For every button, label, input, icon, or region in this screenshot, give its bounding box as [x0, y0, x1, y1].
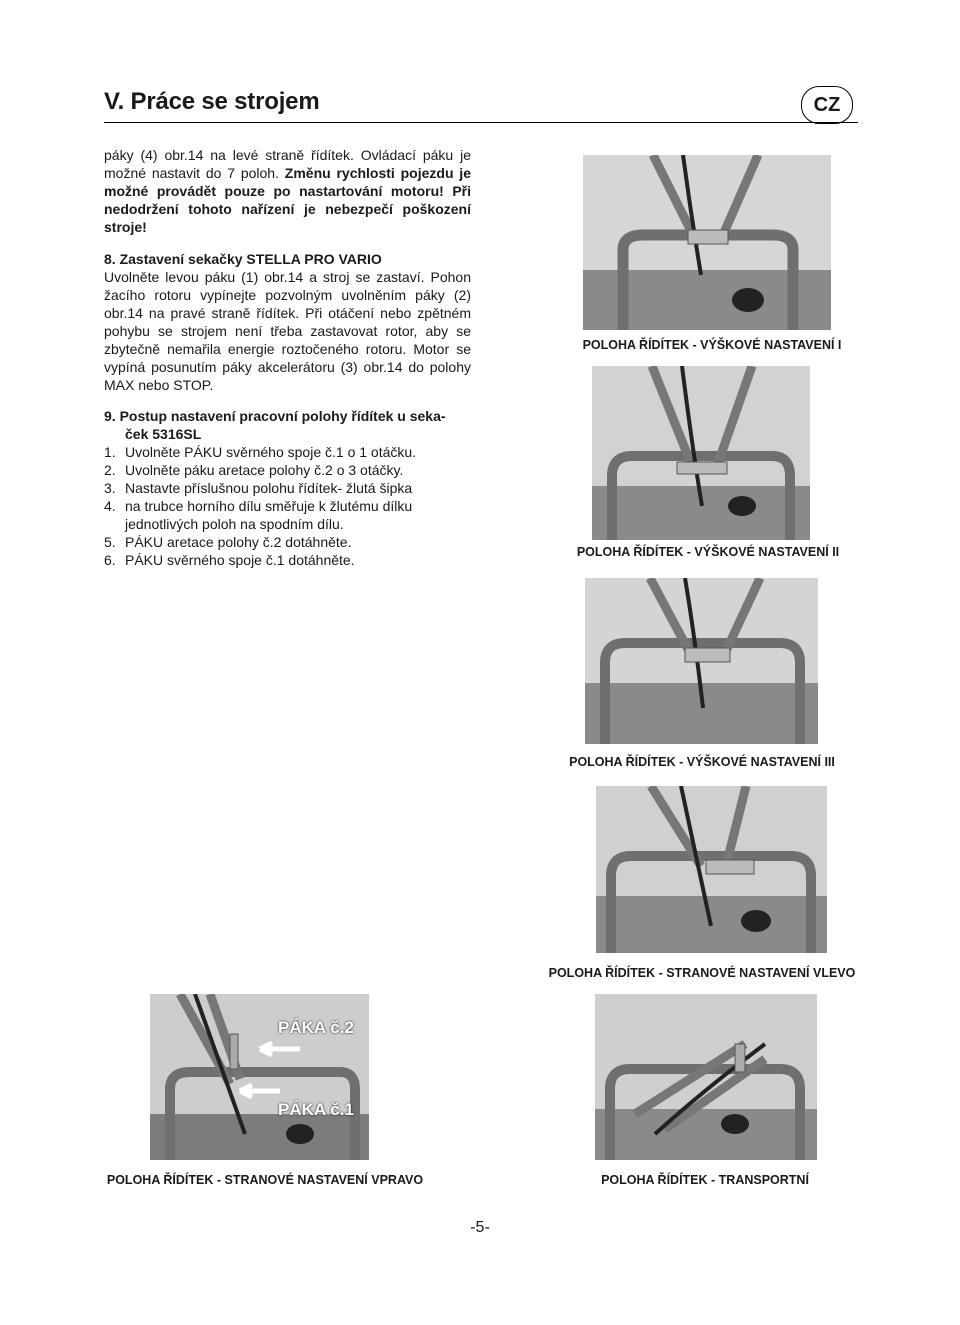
section-9-heading-line1: 9. Postup nastavení pracovní polohy řídítek u seka- — [104, 408, 446, 424]
section-8-body: Uvolněte levou páku (1) obr.14 a stroj se zastaví. Pohon žacího rotoru vypínejte pozvolným uvolněním páky (2) obr.14 na pravé straně řídítek. Při otáčení nebo zpětném pohybu se strojem není třeba zastavovat rotor, aby se zbytečně nemařila energie roztočeného rotoru. Motor se vypíná posunutím páky akcelerátoru (3) obr.14 do polohy MAX nebo STOP. — [104, 269, 471, 393]
section-9-heading-line2: ček 5316SL — [125, 426, 202, 442]
list-item: 6. PÁKU svěrného spoje č.1 dotáhněte. — [104, 552, 355, 568]
caption-transport: POLOHA ŘÍDÍTEK - TRANSPORTNÍ — [601, 1173, 809, 1187]
list-item: 2. Uvolněte páku aretace polohy č.2 o 3 otáčky. — [104, 462, 404, 478]
list-item: 4. na trubce horního dílu směřuje k žlutému dílku jednotlivých poloh na spodním dílu. — [104, 498, 413, 532]
caption-side-left: POLOHA ŘÍDÍTEK - STRANOVÉ NASTAVENÍ VLEVO — [548, 966, 856, 980]
list-item: 1. Uvolněte PÁKU svěrného spoje č.1 o 1 otáčku. — [104, 444, 417, 460]
label-paka-1: PÁKA č.1 — [278, 1100, 354, 1119]
caption-height-3: POLOHA ŘÍDÍTEK - VÝŠKOVÉ NASTAVENÍ III — [569, 755, 835, 769]
photo-handlebar-height-3 — [585, 578, 818, 744]
caption-side-right: POLOHA ŘÍDÍTEK - STRANOVÉ NASTAVENÍ VPRAVO — [106, 1173, 424, 1187]
photo-handlebar-height-2 — [592, 366, 810, 540]
section-8-heading: 8. Zastavení sekačky STELLA PRO VARIO — [104, 251, 382, 267]
section-9-steps — [104, 443, 471, 569]
photo-handlebar-transport — [595, 994, 817, 1160]
intro-warning-text: Změnu rychlosti pojezdu je možné provádět pouze po nastartování motoru! Při nedodržení tohoto nařízení je nebezpečí poškození stroje! — [104, 165, 471, 235]
list-item: 5. PÁKU aretace polohy č.2 dotáhněte. — [104, 534, 352, 550]
title-divider — [104, 122, 858, 123]
list-item: 3. Nastavte příslušnou polohu řídítek- žlutá šipka — [104, 480, 413, 496]
page-title: V. Práce se strojem — [104, 88, 320, 115]
page-number: -5- — [470, 1219, 490, 1236]
intro-normal-text: páky (4) obr.14 na levé straně řídítek. Ovládací páku je možné nastavit do 7 poloh. — [104, 147, 471, 181]
intro-paragraph — [104, 146, 471, 236]
language-badge: CZ — [801, 86, 853, 124]
section-8 — [104, 250, 471, 394]
section-9 — [104, 407, 471, 569]
caption-height-2: POLOHA ŘÍDÍTEK - VÝŠKOVÉ NASTAVENÍ II — [576, 545, 840, 559]
photo-handlebar-height-1 — [583, 155, 831, 330]
caption-height-1: POLOHA ŘÍDÍTEK - VÝŠKOVÉ NASTAVENÍ I — [582, 338, 842, 352]
photo-handlebar-side-right — [150, 994, 369, 1160]
photo-handlebar-side-left — [596, 786, 827, 953]
label-paka-2: PÁKA č.2 — [278, 1018, 354, 1037]
